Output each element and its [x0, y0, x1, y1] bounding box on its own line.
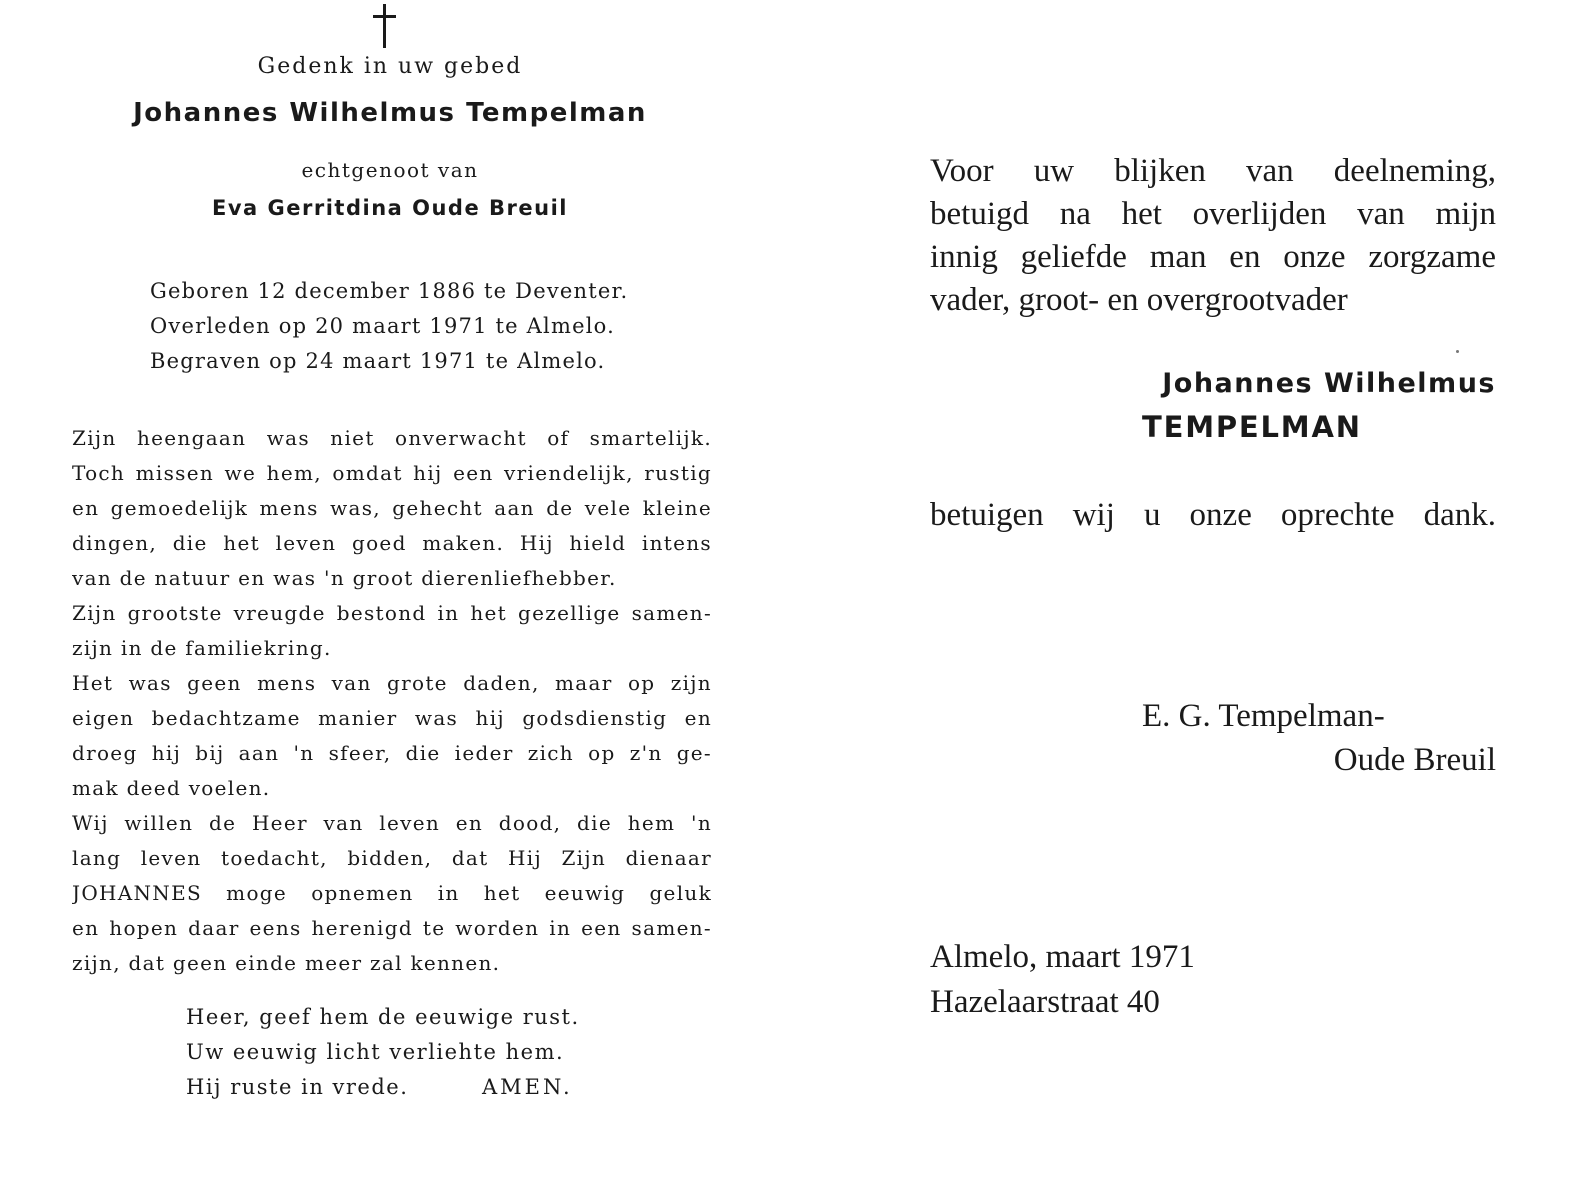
- place-and-address: [930, 935, 1195, 1025]
- burial-date-line: Begraven op 24 maart 1971 te Almelo.: [150, 349, 606, 373]
- text-line: Zijn grootste vreugde bestond in het gezellige samen-: [72, 601, 712, 625]
- deceased-surname: TEMPELMAN: [1142, 410, 1362, 444]
- birth-date-line: Geboren 12 december 1886 te Deventer.: [150, 279, 629, 303]
- text-line: lang leven toedacht, bidden, dat Hij Zijn dienaar: [72, 846, 712, 870]
- intro-line: betuigd na het overlijden van mijn: [930, 196, 1496, 232]
- text-line: Toch missen we hem, omdat hij een vriendelijk, rustig: [72, 461, 712, 485]
- deceased-name: Johannes Wilhelmus Tempelman: [133, 98, 647, 128]
- text-line: van de natuur en was 'n groot dierenliefhebber.: [72, 566, 617, 590]
- text-line: en hopen daar eens herenigd te worden in een samen-: [72, 916, 712, 940]
- signature-line-1: E. G. Tempelman-: [1142, 698, 1385, 734]
- text-line: zijn in de familiekring.: [72, 636, 332, 660]
- spouse-intro: echtgenoot van: [301, 158, 479, 182]
- closing-prayer: [186, 1000, 606, 1105]
- text-line: JOHANNES moge opnemen in het eeuwig geluk: [72, 881, 712, 905]
- address: Hazelaarstraat 40: [930, 984, 1160, 1020]
- prayer-line: Uw eeuwig licht verliehte hem.: [186, 1040, 565, 1064]
- memorial-text: [72, 421, 712, 981]
- text-line: mak deed voelen.: [72, 776, 271, 800]
- text-line: dingen, die het leven goed maken. Hij hield intens: [72, 531, 712, 555]
- death-date-line: Overleden op 20 maart 1971 te Almelo.: [150, 314, 615, 338]
- memorial-left-panel: [0, 0, 780, 1200]
- intro-line: innig geliefde man en onze zorgzame: [930, 239, 1496, 275]
- place-date: Almelo, maart 1971: [930, 939, 1195, 975]
- thanks-closing: betuigen wij u onze oprechte dank.: [930, 497, 1496, 533]
- text-line: Wij willen de Heer van leven en dood, die hem 'n: [72, 811, 712, 835]
- intro-line: vader, groot- en overgrootvader: [930, 282, 1348, 318]
- life-dates: [150, 274, 650, 379]
- text-line: Het was geen mens van grote daden, maar op zijn: [72, 671, 712, 695]
- amen-text: AMEN.: [482, 1075, 573, 1099]
- prayer-line: Heer, geef hem de eeuwige rust.: [186, 1005, 580, 1029]
- text-line: Zijn heengaan was niet onverwacht of smartelijk.: [72, 426, 712, 450]
- thank-you-panel: [780, 0, 1587, 1200]
- thanks-intro: [930, 150, 1496, 322]
- text-line: eigen bedachtzame manier was hij godsdienstig en: [72, 706, 712, 730]
- prayer-line: Hij ruste in vrede.: [186, 1075, 409, 1099]
- signature-line-2: Oude Breuil: [1333, 742, 1496, 778]
- deceased-first-names: Johannes Wilhelmus: [1162, 368, 1496, 399]
- spouse-name: Eva Gerritdina Oude Breuil: [212, 196, 568, 220]
- text-line: droeg hij bij aan 'n sfeer, die ieder zich op z'n ge-: [72, 741, 712, 765]
- intro-line: Voor uw blijken van deelneming,: [930, 153, 1496, 189]
- text-line: en gemoedelijk mens was, gehecht aan de vele kleine: [72, 496, 712, 520]
- print-speck: [1456, 350, 1459, 353]
- opening-line: Gedenk in uw gebed: [257, 54, 523, 79]
- text-line: zijn, dat geen einde meer zal kennen.: [72, 951, 501, 975]
- cross-icon: [370, 4, 400, 48]
